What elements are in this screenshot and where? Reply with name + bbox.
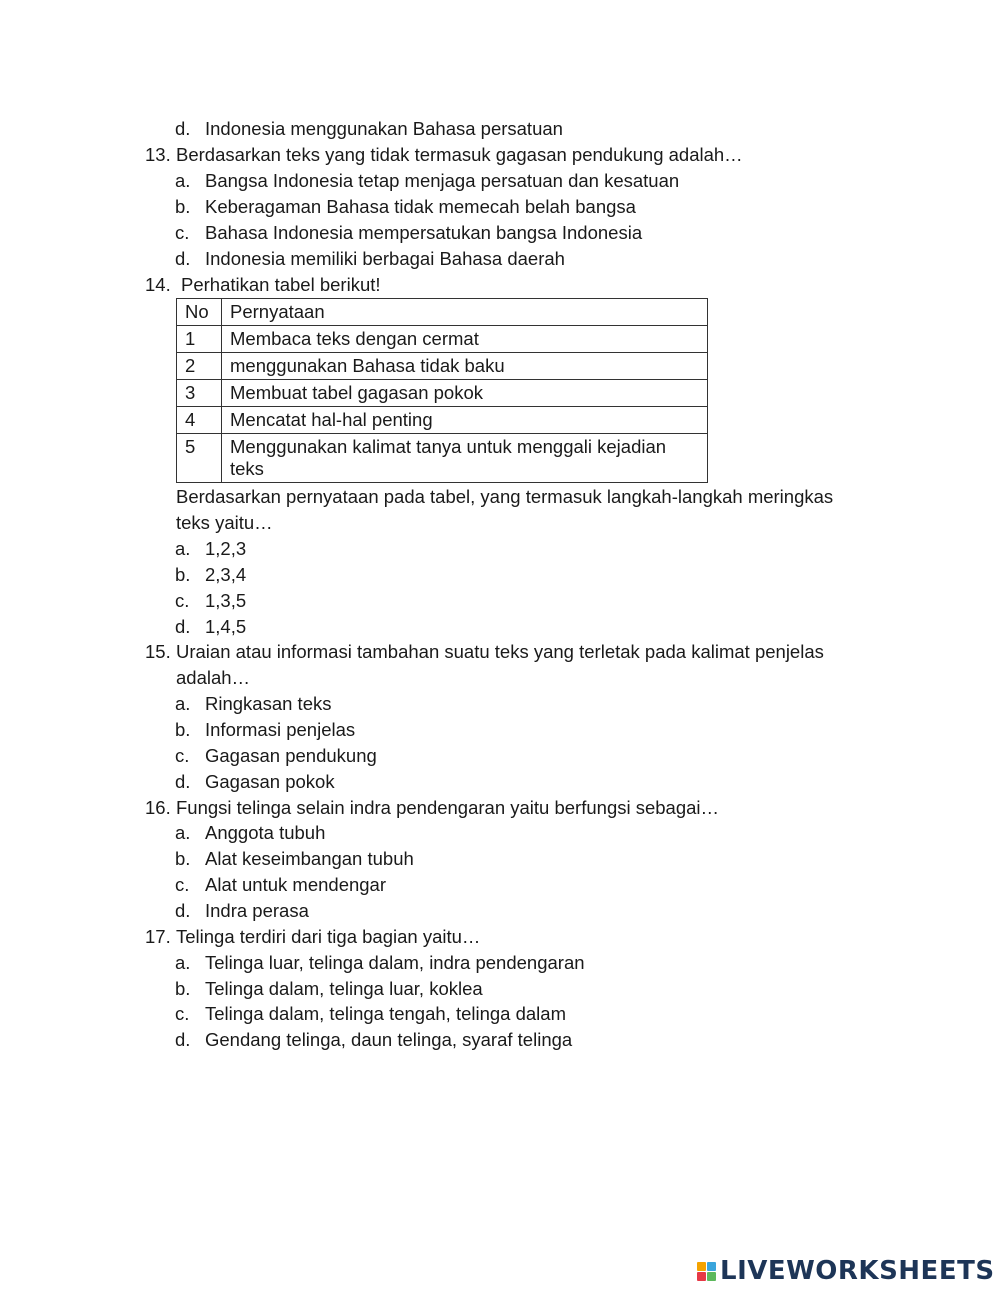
question-number: 13.	[145, 144, 171, 165]
option-letter: d.	[175, 1029, 191, 1050]
option-letter: d.	[175, 118, 191, 139]
question-text: Uraian atau informasi tambahan suatu teks yang terletak pada kalimat penjelas	[176, 641, 824, 662]
option-text: Keberagaman Bahasa tidak memecah belah bangsa	[205, 196, 636, 217]
question-number: 14.	[145, 274, 171, 295]
option-letter: a.	[175, 952, 191, 973]
option-letter: b.	[175, 978, 191, 999]
question-text: Fungsi telinga selain indra pendengaran yaitu berfungsi sebagai…	[176, 797, 720, 818]
logo-block	[697, 1272, 706, 1281]
option-text: Bangsa Indonesia tetap menjaga persatuan dan kesatuan	[205, 170, 680, 191]
option-letter: c.	[175, 222, 190, 243]
option-letter: c.	[175, 1003, 190, 1024]
brand-name: LIVEWORKSHEETS	[720, 1256, 995, 1286]
option-letter: b.	[175, 196, 191, 217]
table-row	[177, 407, 708, 434]
option-letter: d.	[175, 771, 191, 792]
option-text: Gagasan pokok	[205, 771, 335, 792]
table-cell-line: teks	[230, 458, 264, 479]
table-header-no: No	[177, 299, 222, 326]
table-cell-no: 5	[177, 434, 222, 483]
option-text: Telinga dalam, telinga tengah, telinga dalam	[205, 1003, 566, 1024]
question-text: Berdasarkan teks yang tidak termasuk gagasan pendukung adalah…	[176, 144, 743, 165]
table-cell-line: Menggunakan kalimat tanya untuk menggali kejadian	[230, 436, 667, 457]
option-text: Anggota tubuh	[205, 822, 326, 843]
option-text: Indonesia memiliki berbagai Bahasa daerah	[205, 248, 565, 269]
option-text: 1,4,5	[205, 616, 247, 637]
liveworksheets-logo-icon	[697, 1262, 716, 1281]
question-number: 17.	[145, 926, 171, 947]
table-cell-no: 2	[177, 353, 222, 380]
option-letter: d.	[175, 900, 191, 921]
option-text: Alat keseimbangan tubuh	[205, 848, 414, 869]
option-text: Telinga luar, telinga dalam, indra pendengaran	[205, 952, 585, 973]
question-text: Telinga terdiri dari tiga bagian yaitu…	[176, 926, 481, 947]
option-text: Bahasa Indonesia mempersatukan bangsa Indonesia	[205, 222, 643, 243]
question-number: 16.	[145, 797, 171, 818]
question-15-line-2: adalah…	[176, 667, 251, 688]
table-cell-statement: menggunakan Bahasa tidak baku	[222, 353, 708, 380]
table-cell-no: 1	[177, 326, 222, 353]
question-number: 15.	[145, 641, 171, 662]
table-row	[177, 434, 708, 483]
option-text: 1,3,5	[205, 590, 247, 611]
table-row	[177, 353, 708, 380]
option-text: Gagasan pendukung	[205, 745, 377, 766]
option-letter: a.	[175, 170, 191, 191]
logo-block	[707, 1272, 716, 1281]
logo-block	[707, 1262, 716, 1271]
table-row	[177, 326, 708, 353]
q14-question-line-2: teks yaitu…	[176, 512, 273, 533]
option-text: Alat untuk mendengar	[205, 874, 387, 895]
option-letter: c.	[175, 590, 190, 611]
table-row	[177, 380, 708, 407]
option-text: Telinga dalam, telinga luar, koklea	[205, 978, 483, 999]
liveworksheets-logo	[697, 1257, 995, 1285]
option-text: Gendang telinga, daun telinga, syaraf telinga	[205, 1029, 573, 1050]
option-letter: c.	[175, 874, 190, 895]
option-letter: a.	[175, 822, 191, 843]
table-cell-statement: Membuat tabel gagasan pokok	[222, 380, 708, 407]
table-cell-no: 3	[177, 380, 222, 407]
q14-question-line-1: Berdasarkan pernyataan pada tabel, yang termasuk langkah-langkah meringkas	[176, 486, 834, 507]
table-cell-statement: Membaca teks dengan cermat	[222, 326, 708, 353]
option-letter: b.	[175, 848, 191, 869]
option-letter: c.	[175, 745, 190, 766]
table-header-row	[177, 299, 708, 326]
statement-table	[176, 298, 708, 483]
option-letter: b.	[175, 564, 191, 585]
option-text: 2,3,4	[205, 564, 247, 585]
option-text: 1,2,3	[205, 538, 247, 559]
logo-block	[697, 1262, 706, 1271]
option-letter: d.	[175, 248, 191, 269]
option-text: Indonesia menggunakan Bahasa persatuan	[205, 118, 563, 139]
option-text: Ringkasan teks	[205, 693, 332, 714]
question-text: Perhatikan tabel berikut!	[181, 274, 381, 295]
option-letter: a.	[175, 693, 191, 714]
option-letter: b.	[175, 719, 191, 740]
option-text: Informasi penjelas	[205, 719, 356, 740]
option-letter: d.	[175, 616, 191, 637]
option-text: Indra perasa	[205, 900, 309, 921]
table-header-statement: Pernyataan	[222, 299, 708, 326]
table-cell-statement: Mencatat hal-hal penting	[222, 407, 708, 434]
option-letter: a.	[175, 538, 191, 559]
table-cell-no: 4	[177, 407, 222, 434]
table-cell-statement	[222, 434, 708, 483]
